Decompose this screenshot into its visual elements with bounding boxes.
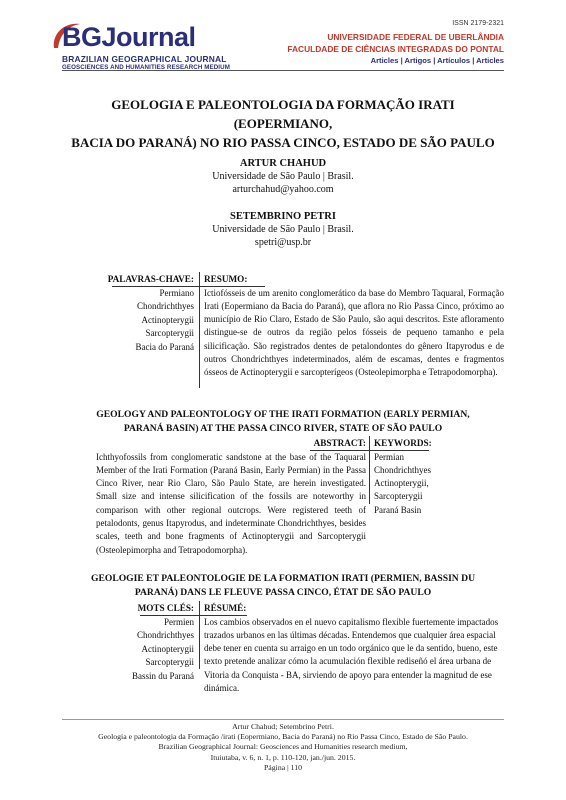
article-title-line2: BACIA DO PARANÁ) NO RIO PASSA CINCO, ESTADO DE SÃO PAULO <box>71 135 495 150</box>
keyword: Permian <box>374 451 404 462</box>
fr-keywords-label: MOTS CLÉS: <box>137 603 194 613</box>
fr-divider-vertical <box>199 601 200 669</box>
en-abstract-text: Ichthyofossils from conglomeratic sandstone at the base of the Taquaral Member of the Irati Formation (Paraná Basin, Early Permian) in the Passa Cinco River, near Rio Claro, São Paulo State, are herein investigated. Small size and intense silicification of the fossils are noteworthy in comparison with other regional outcrops. Were registered teeth of petalodonts, genus Itapyrodus, and indeterminate Chondrichthyes, besides scales, teeth and bone fragments of Actinopterygii and Sarcopterygii (Osteolepimorpha and Tetrapodomorpha). <box>96 451 366 555</box>
en-abstract-label: ABSTRACT: <box>313 438 366 448</box>
en-keywords <box>374 437 494 517</box>
keyword: Chondrichthyes <box>137 630 194 640</box>
en-title <box>62 408 504 435</box>
keyword: Chondrichthyes <box>374 464 431 475</box>
en-keywords-label: KEYWORDS: <box>374 438 432 448</box>
keyword: Sarcopterygii <box>374 491 423 502</box>
article-title-line1: GEOLOGIA E PALEONTOLOGIA DA FORMAÇÃO IRATI (EOPERMIANO, <box>111 97 455 131</box>
pt-abstract-block <box>204 273 504 380</box>
fr-kw-underline <box>140 615 199 616</box>
en-title-line2: PARANÁ BASIN) AT THE PASSA CINCO RIVER, STATE OF SÃO PAULO <box>123 422 443 434</box>
fr-abstract-label: RÉSUMÉ: <box>204 603 247 613</box>
keyword: Actinopterygii <box>141 314 194 325</box>
keyword: Permien <box>164 616 194 627</box>
en-abstract-block <box>96 437 366 557</box>
journal-logo-title: BGJournal <box>62 22 196 52</box>
pt-keywords-label: PALAVRAS-CHAVE: <box>107 274 194 284</box>
journal-logo-subtitle: BRAZILIAN GEOGRAPHICAL JOURNAL <box>62 54 227 64</box>
fr-title <box>62 572 504 599</box>
faculty-name: FACULDADE DE CIÊNCIAS INTEGRADAS DO PONTAL <box>287 44 504 54</box>
author-email: arturchahud@yahoo.com <box>232 184 334 195</box>
keyword: Sarcopterygii <box>145 657 194 667</box>
journal-logo-subtitle2: GEOSCIENCES AND HUMANITIES RESEARCH MEDIUM <box>62 64 230 71</box>
article-title <box>62 95 504 152</box>
footer-line1: Artur Chahud; Setembrino Petri. <box>232 722 334 731</box>
footer-page-number: Página | 110 <box>263 762 303 772</box>
footer-line3: Brazilian Geographical Journal: Geosciences and Humanities research medium, <box>158 742 408 752</box>
author-affiliation: Universidade de São Paulo | Brasil. <box>212 171 354 182</box>
footer-citation <box>62 722 504 773</box>
university-name: UNIVERSIDADE FEDERAL DE UBERLÂNDIA <box>327 32 504 42</box>
author-affiliation: Universidade de São Paulo | Brasil. <box>212 224 354 235</box>
pt-kw-underline <box>112 286 199 287</box>
footer-divider <box>62 719 504 720</box>
author-name: SETEMBRINO PETRI <box>230 211 336 222</box>
header-divider <box>62 70 504 71</box>
keyword: Actinopterygii <box>141 643 194 654</box>
keyword: Bassin du Paraná <box>132 670 194 681</box>
issn: ISSN 2179-2321 <box>452 20 504 27</box>
article-types: Articles | Artigos | Artículos | Articles <box>370 56 504 65</box>
fr-abstract-block <box>204 602 504 695</box>
keyword: Bacia do Paraná <box>135 341 194 352</box>
keyword: Chondrichthyes <box>137 301 194 311</box>
pt-divider-vertical <box>199 272 200 388</box>
keyword: Permiano <box>159 287 194 298</box>
pt-abstract-label: RESUMO: <box>204 274 248 284</box>
author-name: ARTUR CHAHUD <box>239 158 327 169</box>
en-title-line1: GEOLOGY AND PALEONTOLOGY OF THE IRATI FORMATION (EARLY PERMIAN, <box>96 409 470 420</box>
keyword: Actinopterygii, <box>374 478 429 489</box>
fr-title-line2: PARANÁ) DANS LE FLEUVE PASSA CINCO, ÉTAT DE SÃO PAULO <box>134 586 432 598</box>
en-divider-vertical <box>369 436 370 504</box>
fr-title-line1: GEOLOGIE ET PALEONTOLOGIE DE LA FORMATION IRATI (PERMIEN, BASSIN DU <box>91 573 475 584</box>
fr-abstract-text: Los cambios observados en el nuevo capitalismo flexible fuertemente impactados trazados urbanos en las últimas décadas. Entendemos que cualquier área espacial debe tener en cuenta su arraigo en un todo orgánico que le da sentido, bueno, este texto pretende analizar cómo la acumulación flexible rediseñó el área urbana de Vitoria da Conquista - BA, sirviendo de apoyo para entender la magnitud de ese dinámica. <box>204 616 499 693</box>
footer-line4: Ituiutaba, v. 6, n. 1, p. 110-120, jan./jun. 2015. <box>210 752 356 762</box>
keyword: Sarcopterygii <box>145 328 194 338</box>
en-abstract-underline <box>310 450 369 451</box>
footer-line2: Geologia e paleontologia da Formação /irati (Eopermiano, Bacia do Paraná) no Rio Passa Cinco, Estado de São Paulo. <box>98 732 468 742</box>
author-email: spetri@usp.br <box>254 237 312 248</box>
keyword: Paraná Basin <box>374 504 422 515</box>
pt-abstract-text: Ictiofósseis de um arenito conglomerático da base do Membro Taquaral, Formação Irati (Eopermiano da Bacia do Paraná), que aflora no Rio Passa Cinco, próximo ao município de Rio Claro, Estado de São Paulo, são aqui descritos. Este afloramento distingue-se de outros da região pelos fósseis de pequeno tamanho e pela silicificação. São registrados dentes de petalondontes do gênero Itapyrodus e de outros Chondrichthyes indeterminados, além de escamas, dentes e fragmentos ósseos de Actinopterygii e sarcopterígeos (Osteolepimorpha e Tetrapodomorpha). <box>204 287 504 378</box>
